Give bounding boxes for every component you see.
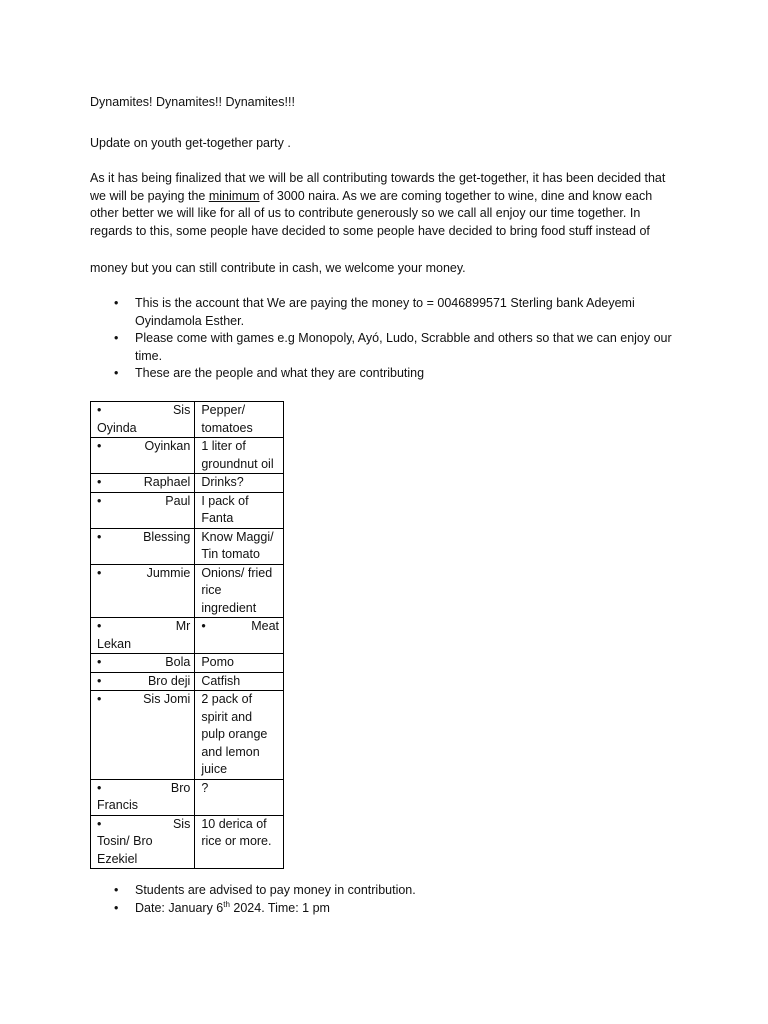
contributor-name-first: Sis <box>172 816 191 831</box>
bullet-icon: • <box>114 900 119 915</box>
table-row <box>91 438 284 474</box>
contributor-name-rest: Francis <box>97 798 138 812</box>
contributor-name-first: Mr <box>175 619 191 633</box>
contribution-item-text: Pomo <box>201 655 234 669</box>
contribution-item <box>195 815 284 869</box>
table-row <box>91 474 284 493</box>
page-title: Dynamites! Dynamites!! Dynamites!!! <box>90 95 295 109</box>
contributor-name <box>91 438 195 474</box>
bullet-icon: • <box>97 565 102 580</box>
bullet-icon: • <box>114 366 119 380</box>
bullet-icon: • <box>97 816 102 831</box>
bullet-text: This is the account that We are paying the money to = 0046899571 Sterling bank Adeyemi Oyindamola Esther. <box>135 296 635 328</box>
bullet-icon: • <box>97 493 102 508</box>
contributor-name-rest: Oyinda <box>97 420 137 435</box>
contributions-table <box>90 401 284 869</box>
contribution-item <box>195 654 284 673</box>
contributor-name-rest: Tosin/ Bro Ezekiel <box>97 834 153 866</box>
bullet-icon: • <box>97 529 102 544</box>
contributor-name-first: Blessing <box>143 529 191 544</box>
table-row <box>91 618 284 654</box>
contribution-item-text: ? <box>201 780 209 795</box>
table-row <box>91 815 284 869</box>
table-row <box>91 779 284 815</box>
event-date: Date: January 6th 2024. Time: 1 pm <box>135 899 330 915</box>
bullet-icon: • <box>97 439 102 453</box>
contributor-name-rest: Lekan <box>97 636 132 651</box>
contributor-name-first: Bola <box>165 655 191 669</box>
contributor-name <box>91 618 195 654</box>
bullet-icon: • <box>97 673 102 688</box>
contribution-item-text: Meat <box>251 619 279 633</box>
contribution-item <box>195 528 284 564</box>
list-item <box>90 295 680 330</box>
bullet-icon: • <box>114 296 119 310</box>
contributor-name <box>91 779 195 815</box>
contribution-item <box>195 492 284 528</box>
bullet-icon: • <box>201 619 206 633</box>
contributor-name-first: Jummie <box>146 565 191 580</box>
contributor-name-first: Sis Jomi <box>143 692 191 706</box>
list-item <box>90 882 680 900</box>
contribution-item-text: 2 pack of spirit and pulp orange and lemon juice <box>201 692 268 776</box>
table-row <box>91 492 284 528</box>
table-row <box>91 672 284 691</box>
list-item <box>90 365 680 383</box>
bullet-icon: • <box>97 692 102 706</box>
bullet-text: Please come with games e.g Monopoly, Ayó, Ludo, Scrabble and others so that we can enjoy our time. <box>135 331 672 363</box>
contribution-item-text: Pepper/ tomatoes <box>201 403 253 435</box>
contribution-item-text: 10 derica of rice or more. <box>201 816 272 848</box>
contributor-name <box>91 564 195 618</box>
contributor-name <box>91 672 195 691</box>
update-heading: Update on youth get-together party . <box>90 136 291 150</box>
contribution-item <box>195 438 284 474</box>
contributor-name-first: Bro <box>170 780 191 795</box>
table-row <box>91 564 284 618</box>
students-note: Students are advised to pay money in contribution. <box>135 883 416 897</box>
bullet-icon: • <box>114 331 119 345</box>
contribution-item <box>195 402 284 438</box>
contribution-item <box>195 779 284 815</box>
contribution-item <box>195 672 284 691</box>
list-item <box>90 330 680 365</box>
bullet-icon: • <box>97 403 102 417</box>
bullet-icon: • <box>97 655 102 669</box>
contribution-item-text: Drinks? <box>201 475 244 489</box>
table-row <box>91 654 284 673</box>
contributor-name <box>91 528 195 564</box>
contribution-item <box>195 618 284 654</box>
contribution-item-text: Catfish <box>201 673 241 688</box>
list-item <box>90 900 680 918</box>
contributor-name-first: Paul <box>165 493 191 508</box>
contributor-name-first: Bro deji <box>147 673 191 688</box>
contribution-item-text: Know Maggi/ Tin tomato <box>201 529 274 561</box>
contributor-name-first: Sis <box>172 403 191 417</box>
paragraph-continuation: money but you can still contribute in cash, we welcome your money. <box>90 261 466 275</box>
bullet-icon: • <box>97 475 102 489</box>
bullet-icon: • <box>114 883 119 897</box>
contribution-item-text: 1 liter of groundnut oil <box>201 439 274 471</box>
bullet-icon: • <box>97 780 102 795</box>
contributor-name-first: Raphael <box>143 475 191 489</box>
contribution-item <box>195 564 284 618</box>
table-row <box>91 691 284 780</box>
table-row <box>91 402 284 438</box>
contributor-name <box>91 691 195 780</box>
paragraph-part1: As it has being finalized that we will be all contributing towards the get-together, it has been decided that we will be paying the <box>90 171 666 203</box>
bullet-text: These are the people and what they are contributing <box>135 366 425 380</box>
contribution-item-text: I pack of Fanta <box>201 493 249 525</box>
paragraph-part2: of 3000 naira. As we are coming together to wine, dine and know each other better we will like for all of us to contribute generously so we call all enjoy our time together. In regards to this, some people have decided to some people have decided to bring food stuff instead of <box>90 188 653 238</box>
info-bullet-list <box>90 295 680 383</box>
closing-bullet-list <box>90 882 680 917</box>
contributor-name <box>91 492 195 528</box>
contributor-name-first: Oyinkan <box>144 439 191 453</box>
paragraph-underlined: minimum <box>208 188 260 203</box>
intro-paragraph <box>90 170 680 240</box>
contribution-item-text: Onions/ fried rice ingredient <box>201 565 273 615</box>
contribution-item <box>195 474 284 493</box>
contributor-name <box>91 402 195 438</box>
contributor-name <box>91 815 195 869</box>
contributor-name <box>91 474 195 493</box>
contributor-name <box>91 654 195 673</box>
table-row <box>91 528 284 564</box>
contribution-item <box>195 691 284 780</box>
bullet-icon: • <box>97 619 102 633</box>
